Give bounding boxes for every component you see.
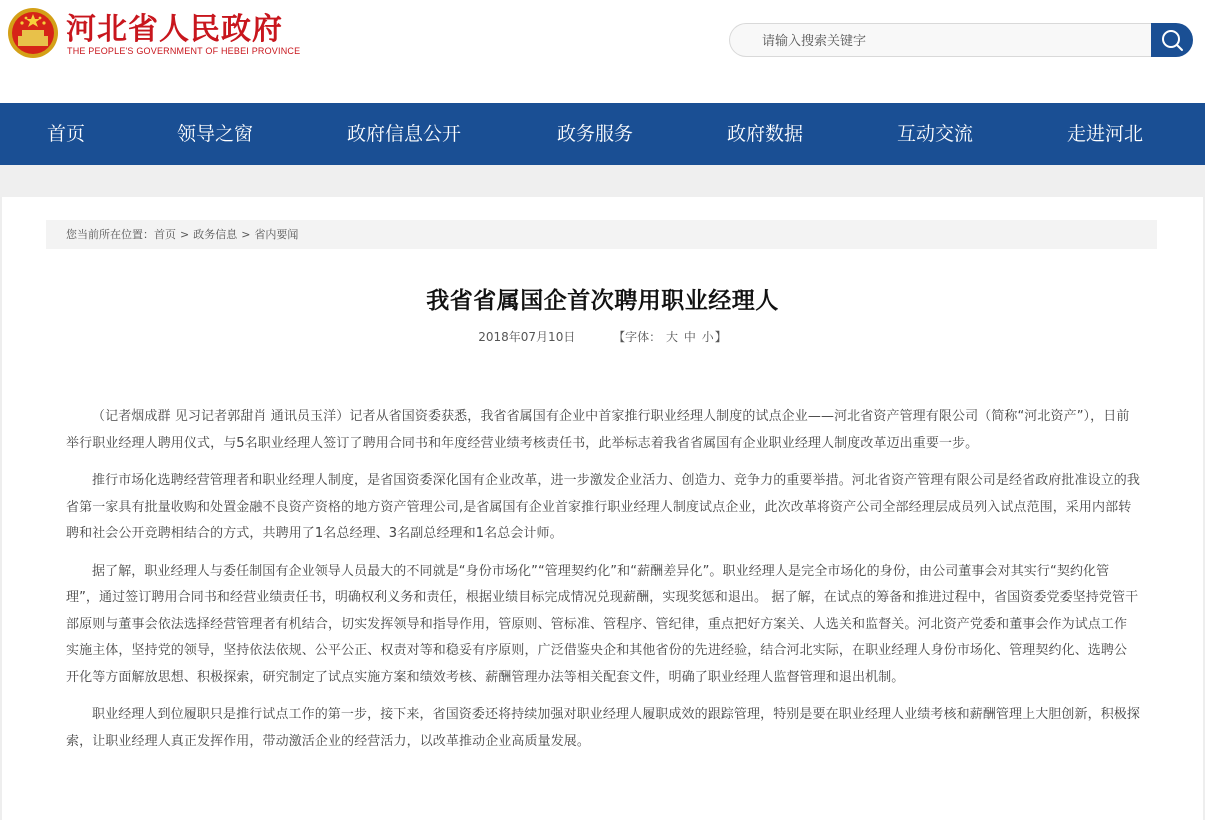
font-size-small-button[interactable]: 小 (701, 330, 714, 344)
nav-item-about-hebei[interactable]: 走进河北 (1067, 123, 1144, 145)
font-size-label: 【字体： (613, 330, 662, 344)
article-date: 2018年07月10日 (478, 330, 576, 344)
site-header (0, 0, 1205, 103)
nav-item-home[interactable]: 首页 (47, 123, 86, 145)
logo-title[interactable]: 河北省人民政府 (66, 12, 283, 47)
breadcrumb-separator: > (180, 228, 190, 241)
search-box (729, 23, 1151, 57)
article-paragraph: 推行市场化选聘经营管理者和职业经理人制度，是省国资委深化国有企业改革，进一步激发企业活力、创造力、竞争力的重要举措。河北省资产管理有限公司是经省政府批准设立的我省第一家具有批量收购和处置金融不良资产资格的地方资产管理公司,是省属国有企业首家推行职业经理人制度试点企业，此次改革将资产公司全部经理层成员列入试点范围，采用内部转聘和社会公开竞聘相结合的方式，共聘用了1名总经理、3名副总经理和1名总会计师。 (66, 473, 1141, 541)
main-nav (0, 103, 1205, 165)
nav-item-interaction[interactable]: 互动交流 (897, 123, 974, 145)
nav-item-gov-data[interactable]: 政府数据 (727, 123, 804, 145)
search-button[interactable] (1151, 23, 1193, 57)
search-input[interactable] (760, 24, 1144, 58)
nav-item-gov-info[interactable]: 政府信息公开 (347, 123, 462, 145)
breadcrumb (46, 220, 1157, 249)
article-body (66, 404, 1140, 766)
logo-subtitle: THE PEOPLE'S GOVERNMENT OF HEBEI PROVINCE (67, 46, 301, 56)
national-emblem-icon[interactable] (6, 6, 60, 60)
article-paragraph: 职业经理人到位履职只是推行试点工作的第一步，接下来，省国资委还将持续加强对职业经理人履职成效的跟踪管理，特别是要在职业经理人业绩考核和薪酬管理上大胆创新，积极探索，让职业经理人真正发挥作用，带动激活企业的经营活力，以改革推动企业高质量发展。 (66, 707, 1141, 749)
article-paragraph: （记者烟成群 见习记者郭甜肖 通讯员玉洋）记者从省国资委获悉，我省省属国有企业中首家推行职业经理人制度的试点企业——河北省资产管理有限公司（简称“河北资产”），日前举行职业经理人聘用仪式，与5名职业经理人签订了聘用合同书和年度经营业绩考核责任书，此举标志着我省省属国有企业职业经理人制度改革迈出重要一步。 (66, 409, 1130, 451)
article-title: 我省省属国企首次聘用职业经理人 (426, 288, 779, 314)
breadcrumb-prefix: 您当前所在位置： (66, 228, 154, 241)
search-icon (1160, 28, 1184, 52)
font-size-medium-button[interactable]: 中 (683, 330, 696, 344)
font-size-close: 】 (714, 330, 727, 344)
breadcrumb-gov-info[interactable]: 政务信息 (193, 228, 238, 241)
nav-item-services[interactable]: 政务服务 (557, 123, 634, 145)
font-size-large-button[interactable]: 大 (666, 330, 679, 344)
nav-item-leaders[interactable]: 领导之窗 (177, 123, 254, 145)
breadcrumb-separator: > (241, 228, 251, 241)
article-paragraph: 据了解，职业经理人与委任制国有企业领导人员最大的不同就是“身份市场化”“管理契约化”和“薪酬差异化”。职业经理人是完全市场化的身份，由公司董事会对其实行“契约化管理”，通过签订聘用合同书和经营业绩责任书，明确权利义务和责任，根据业绩目标完成情况兑现薪酬，实现奖惩和退出。 据了解，在试点的筹备和推进过程中，省国资委党委坚持党管干部原则与董事会依法选择经营管理者有机结合，切实发挥领导和指导作用，管原则、管标准、管程序、管纪律，重点把好方案关、人选关和监督关。河北资产党委和董事会作为试点工作实施主体，坚持党的领导，坚持依法依规、公平公正、权责对等和稳妥有序原则，广泛借鉴央企和其他省份的先进经验，结合河北实际，在职业经理人身份市场化、管理契约化、选聘公开化等方面解放思想、积极探索，研究制定了试点实施方案和绩效考核、薪酬管理办法等相关配套文件，明确了职业经理人监督管理和退出机制。 (66, 563, 1139, 685)
breadcrumb-home[interactable]: 首页 (154, 228, 176, 241)
breadcrumb-provincial-news[interactable]: 省内要闻 (254, 228, 299, 241)
nav-spacer (0, 165, 1205, 197)
article-meta (0, 328, 1205, 345)
